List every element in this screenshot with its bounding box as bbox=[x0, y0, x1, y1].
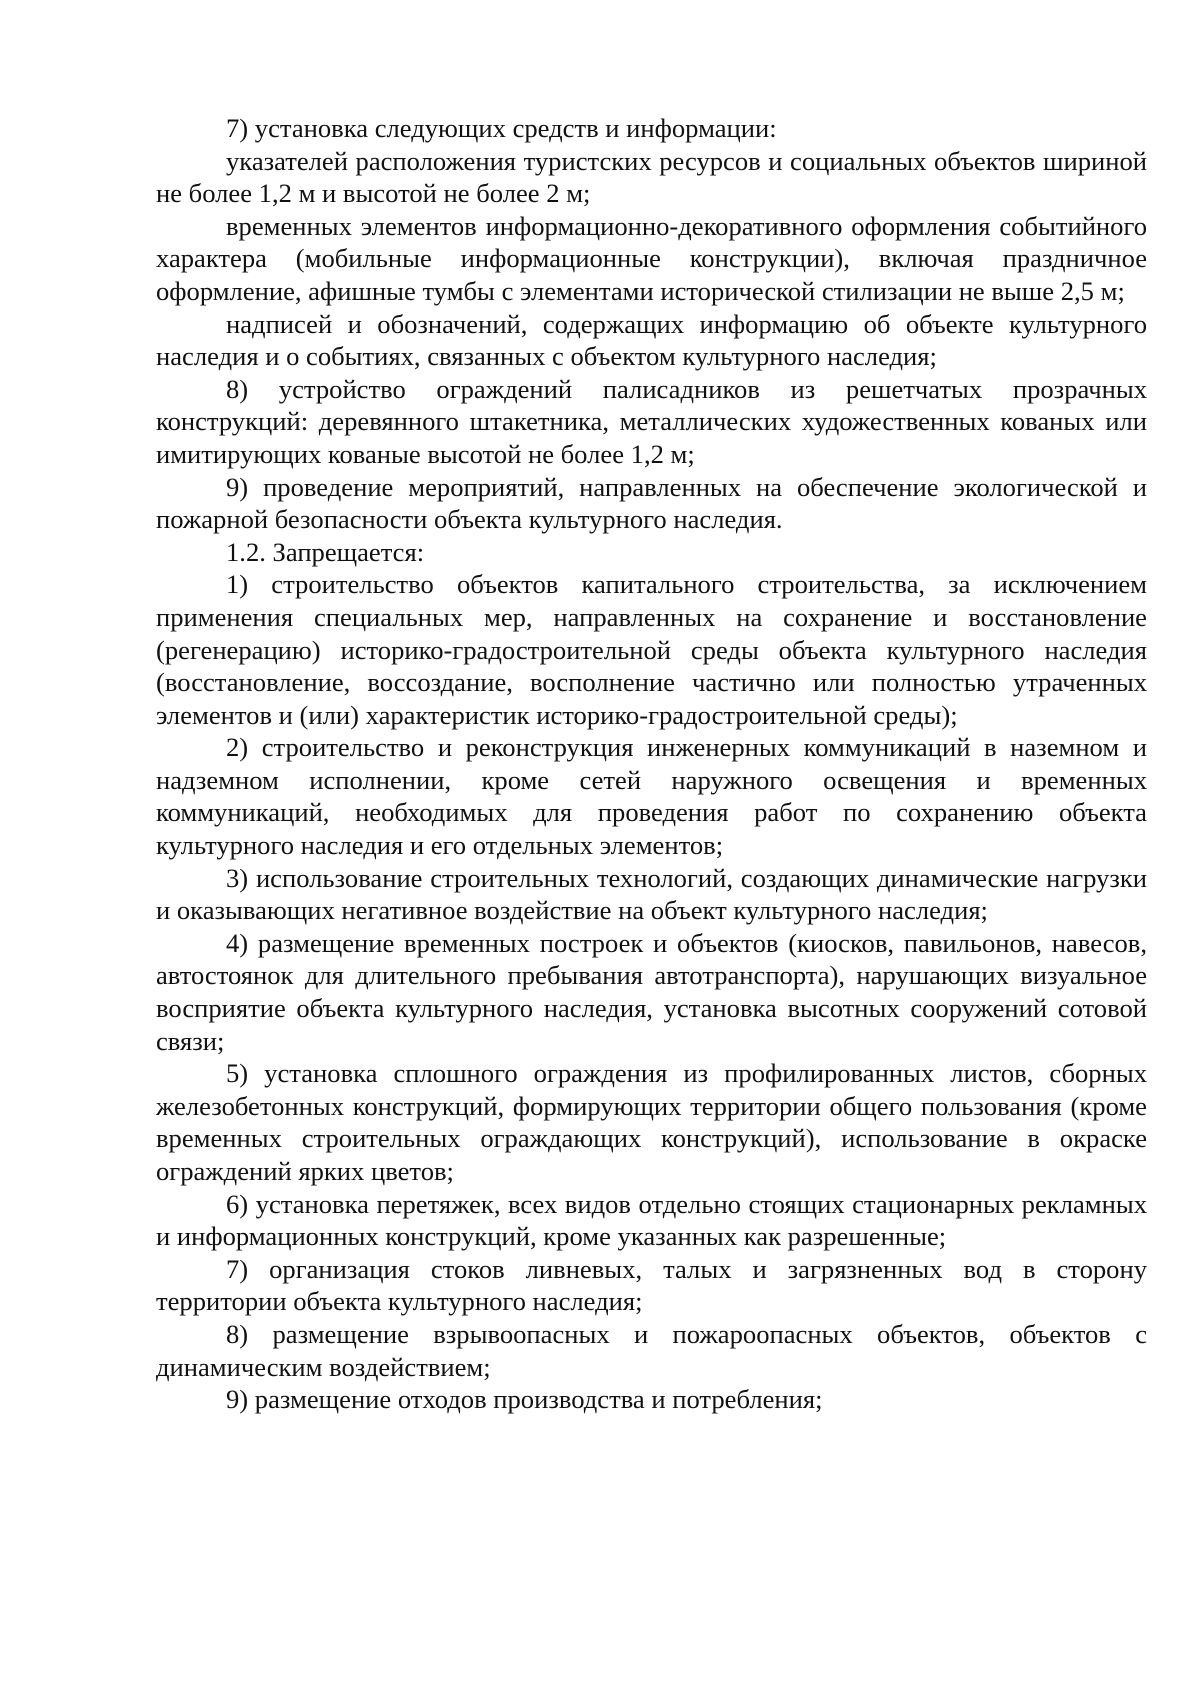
paragraph-prohibited-1: 1) строительство объектов капитального строительства, за исключением применения специальных мер, направленных на сохранение и восстановление (регенерацию) историко-градостроительной среды объекта культурного наследия (восстановление, воссоздание, восполнение частично или полностью утраченных элементов и (или) характеристик историко-градостроительной среды); bbox=[156, 569, 1147, 730]
paragraph-prohibited-9: 9) размещение отходов производства и потребления; bbox=[226, 1384, 823, 1415]
paragraph-item-8-fences: 8) устройство ограждений палисадников из решетчатых прозрачных конструкций: деревянного штакетника, металлических художественных кованых или имитирующих кованые высотой не более 1,2 м; bbox=[156, 373, 1147, 469]
paragraph-inscriptions: надписей и обозначений, содержащих информацию об объекте культурного наследия и о событиях, связанных с объектом культурного наследия; bbox=[156, 308, 1147, 372]
section-heading-1-2: 1.2. Запрещается: bbox=[226, 536, 425, 567]
paragraph-prohibited-8: 8) размещение взрывоопасных и пожароопасных объектов, объектов с динамическим воздействием; bbox=[156, 1318, 1147, 1382]
paragraph-prohibited-2: 2) строительство и реконструкция инженерных коммуникаций в наземном и надземном исполнении, кроме сетей наружного освещения и временных коммуникаций, необходимых для проведения работ по сохранению объекта культурного наследия и его отдельных элементов; bbox=[156, 732, 1147, 861]
paragraph-item-9-safety: 9) проведение мероприятий, направленных на обеспечение экологической и пожарной безопасности объекта культурного наследия. bbox=[156, 471, 1147, 535]
paragraph-prohibited-6: 6) установка перетяжек, всех видов отдельно стоящих стационарных рекламных и информационных конструкций, кроме указанных как разрешенные; bbox=[156, 1188, 1147, 1252]
paragraph-signs: указателей расположения туристских ресурсов и социальных объектов шириной не более 1,2 м и высотой не более 2 м; bbox=[156, 145, 1147, 209]
document-body bbox=[156, 112, 1147, 1416]
paragraph-prohibited-5: 5) установка сплошного ограждения из профилированных листов, сборных железобетонных конструкций, формирующих территории общего пользования (кроме временных строительных ограждающих конструкций), использование в окраске ограждений ярких цветов; bbox=[156, 1058, 1147, 1186]
paragraph-prohibited-3: 3) использование строительных технологий, создающих динамические нагрузки и оказывающих негативное воздействие на объект культурного наследия; bbox=[156, 862, 1147, 926]
paragraph-item-7-intro: 7) установка следующих средств и информации: bbox=[226, 113, 777, 143]
paragraph-prohibited-4: 4) размещение временных построек и объектов (киосков, павильонов, навесов, автостоянок для длительного пребывания автотранспорта), нарушающих визуальное восприятие объекта культурного наследия, установка высотных сооружений сотовой связи; bbox=[156, 927, 1147, 1056]
paragraph-prohibited-7: 7) организация стоков ливневых, талых и загрязненных вод в сторону территории объекта культурного наследия; bbox=[156, 1253, 1147, 1317]
paragraph-temporary-elements: временных элементов информационно-декоративного оформления событийного характера (мобильные информационные конструкции), включая праздничное оформление, афишные тумбы с элементами исторической стилизации не выше 2,5 м; bbox=[156, 210, 1147, 306]
